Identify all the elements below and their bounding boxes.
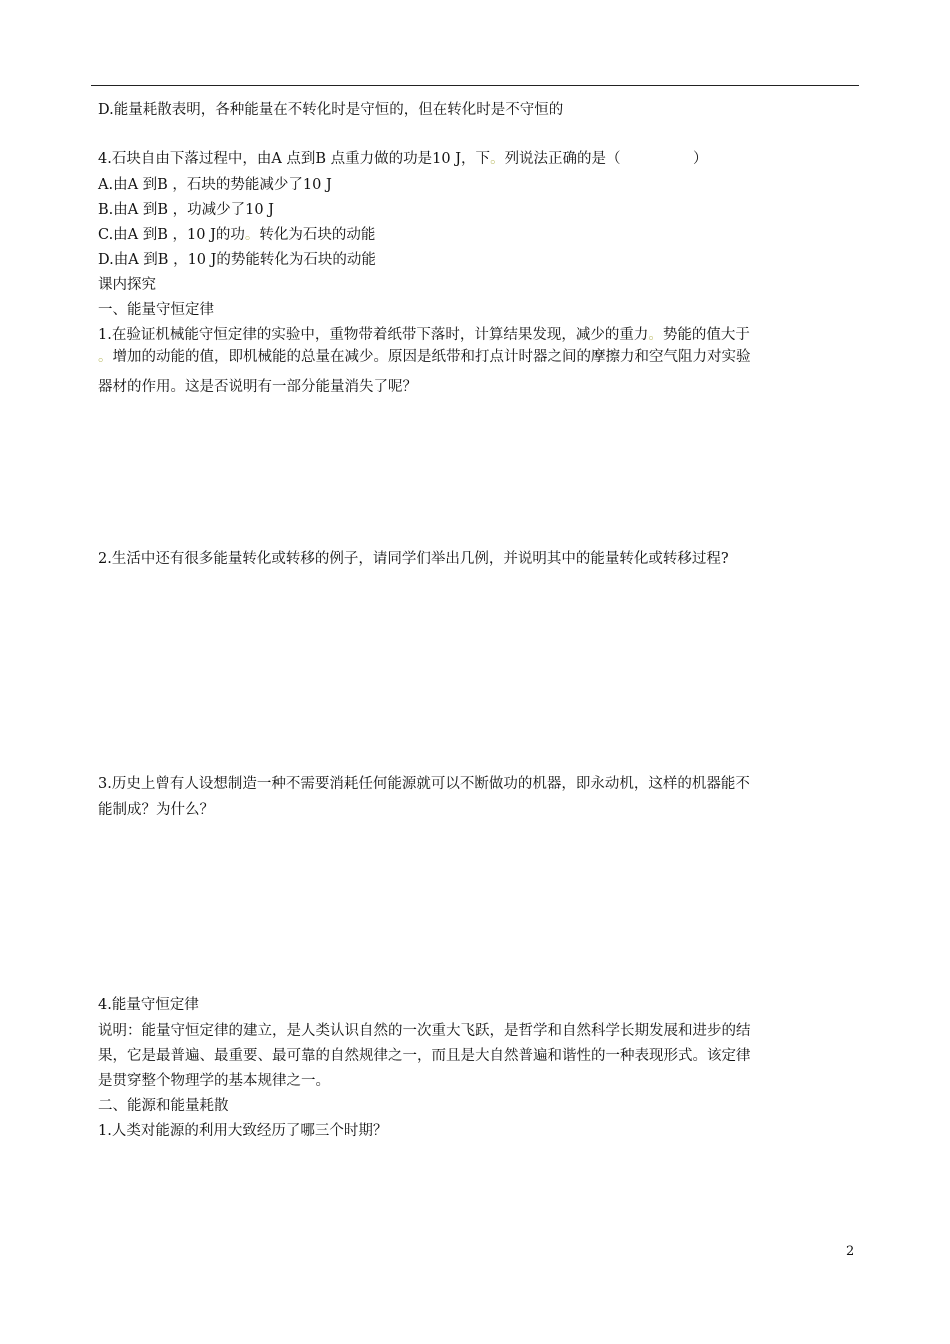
stray-mark: 。 (244, 227, 260, 243)
explanation-line-3: 是贯穿整个物理学的基本规律之一。 (98, 1073, 330, 1089)
item-2: 2.生活中还有很多能量转化或转移的例子，请同学们举出几例，并说明其中的能量转化或转移过程? (98, 551, 729, 567)
section-2-item-1: 1.人类对能源的利用大致经历了哪三个时期？ (98, 1123, 388, 1139)
item-3-line-1: 3.历史上曾有人设想制造一种不需要消耗任何能源就可以不断做功的机器，即永动机，这样的机器能不 (98, 776, 750, 792)
section-heading-1: 一、能量守恒定律 (98, 302, 214, 318)
header-rule (91, 85, 859, 86)
option-c-q4: C.由A 到B ，10 J的功。转化为石块的动能 (98, 227, 376, 243)
option-a-q4: A.由A 到B ，石块的势能减少了10 J (98, 177, 332, 193)
item-1-line-2: 。增加的动能的值，即机械能的总量在减少。原因是纸带和打点计时器之间的摩擦力和空气阻力对实验 (98, 349, 751, 365)
explanation-line-1: 说明：能量守恒定律的建立，是人类认识自然的一次重大飞跃，是哲学和自然科学长期发展和进步的结 (98, 1023, 751, 1039)
section-heading-2: 二、能源和能量耗散 (98, 1098, 229, 1114)
option-b-q4: B.由A 到B ，功减少了10 J (98, 202, 274, 218)
explanation-line-2: 果，它是最普遍、最重要、最可靠的自然规律之一，而且是大自然普遍和谐性的一种表现形式。该定律 (98, 1048, 751, 1064)
item-4-title: 4.能量守恒定律 (98, 997, 199, 1013)
item-1-line-1: 1.在验证机械能守恒定律的实验中，重物带着纸带下落时，计算结果发现，减少的重力。势能的值大于 (98, 327, 750, 343)
stray-mark: 。 (490, 151, 505, 167)
item-1-line-3: 器材的作用。这是否说明有一部分能量消失了呢？ (98, 379, 417, 395)
stray-mark: 。 (98, 349, 113, 365)
option-d-q3: D.能量耗散表明，各种能量在不转化时是守恒的，但在转化时是不守恒的 (98, 102, 564, 118)
page-number: 2 (846, 1244, 855, 1259)
question-4: 4.石块自由下落过程中，由A 点到B 点重力做的功是10 J，下。列说法正确的是（ ） (98, 151, 708, 167)
option-d-q4: D.由A 到B ，10 J的势能转化为石块的动能 (98, 252, 376, 268)
section-heading-explore: 课内探究 (98, 277, 156, 293)
stray-mark: 。 (648, 327, 663, 343)
item-3-line-2: 能制成？为什么？ (98, 802, 214, 818)
